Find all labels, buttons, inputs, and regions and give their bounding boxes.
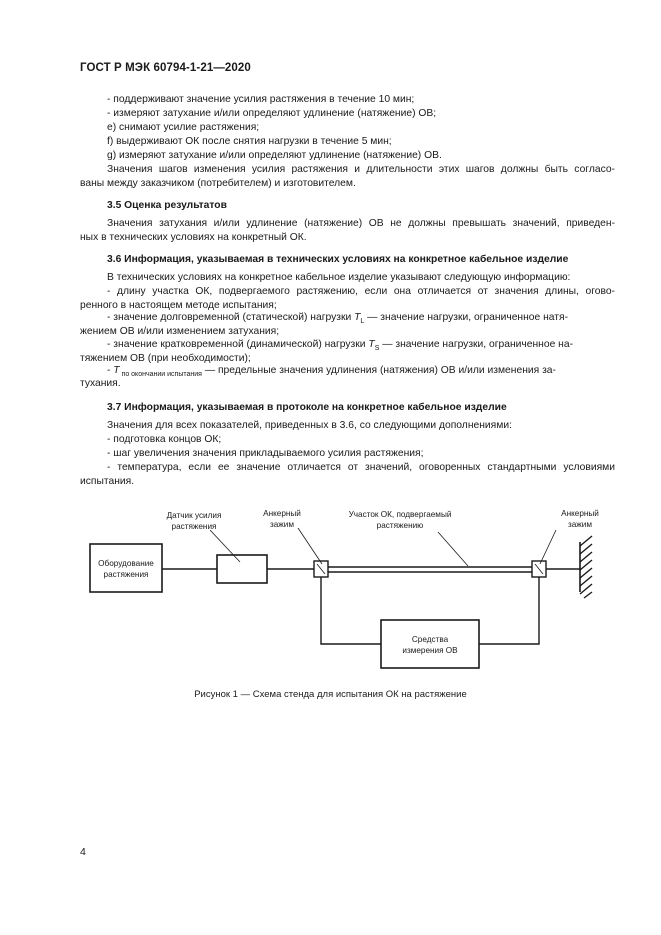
measurement-label-2: измерения ОВ: [402, 646, 458, 655]
symbol-t: T: [354, 312, 361, 323]
anchor-left-leader: [298, 528, 322, 564]
item4-text: -: [107, 365, 114, 376]
page-number: 4: [80, 846, 86, 858]
section-3-7-intro: Значения для всех показателей, приведенных в 3.6, со следующими дополнениями:: [107, 420, 512, 431]
equipment-label-1: Оборудование: [98, 559, 154, 568]
section-3-7-item1: - подготовка концов ОК;: [107, 434, 222, 445]
item2-text: - значение долговременной (статической) нагрузки: [107, 312, 355, 323]
anchor-left-label-2: зажим: [270, 520, 294, 529]
step-g: g) измеряют затухание и/или определяют удлинение (натяжение) ОВ.: [107, 150, 442, 161]
section-3-7-title: 3.7 Информация, указываемая в протоколе на конкретное кабельное изделие: [107, 402, 507, 413]
section-3-6-intro: В технических условиях на конкретное кабельное изделие указывают следующую информацию:: [107, 272, 571, 283]
symbol-t: T: [113, 365, 120, 376]
section-3-6-item4-line2: тухания.: [80, 378, 121, 389]
document-header: ГОСТ Р МЭК 60794-1-21—2020: [80, 62, 251, 74]
section-3-7-item2: - шаг увеличения значения прикладываемого усилия растяжения;: [107, 448, 424, 459]
tension-equipment-box: [90, 544, 162, 592]
equipment-label-2: растяжения: [103, 570, 149, 579]
force-sensor-box: [217, 555, 267, 583]
section-leader: [438, 532, 468, 566]
section-3-6-item1-line1: - длину участка ОК, подвергаемого растяжению, если она отличается от значения длины, огово-: [107, 286, 615, 297]
figure-caption: Рисунок 1 — Схема стенда для испытания ОК на растяжение: [194, 689, 467, 700]
item3-text: - значение кратковременной (динамической) нагрузки: [107, 339, 369, 350]
anchor-right-leader: [540, 530, 556, 564]
symbol-subscript: L: [360, 318, 365, 326]
measurement-box: [381, 620, 479, 668]
item3-text-end: — значение нагрузки, ограниченное на-: [379, 339, 574, 350]
test-bench-diagram: [60, 502, 610, 682]
sensor-label-2: растяжения: [171, 522, 217, 531]
step-hold-force: - поддерживают значение усилия растяжения в течение 10 мин;: [107, 94, 415, 105]
section-3-6-item2-line2: жением ОВ и/или изменением затухания;: [80, 326, 280, 337]
symbol-subscript: по окончании испытания: [119, 371, 202, 379]
section-3-7-item3-line2: испытания.: [80, 476, 135, 487]
section-3-6-title: 3.6 Информация, указываемая в технических условиях на конкретное кабельное изделие: [107, 254, 569, 265]
section-label-1: Участок ОК, подвергаемый: [348, 510, 452, 519]
section-3-5-title: 3.5 Оценка результатов: [107, 200, 227, 211]
symbol-t: T: [368, 339, 375, 350]
steps-note-line2: ваны между заказчиком (потребителем) и изготовителем.: [80, 178, 356, 189]
sensor-label-1: Датчик усилия: [166, 511, 222, 520]
section-3-5-line1: Значения затухания и/или удлинение (натяжение) ОВ не должны превышать значений, приведен-: [107, 218, 615, 229]
anchor-left-label-1: Анкерный: [263, 509, 301, 518]
section-3-6-item1-line2: ренного в настоящем методе испытания;: [80, 300, 277, 311]
sensor-leader: [210, 530, 240, 562]
section-3-6-item3-line2: тяжением ОВ (при необходимости);: [80, 353, 251, 364]
steps-note-line1: Значения шагов изменения усилия растяжения и длительности этих шагов должны быть согласо-: [107, 164, 615, 175]
section-3-5-line2: ных в технических условиях на конкретный ОК.: [80, 232, 307, 243]
section-3-7-item3-line1: - температура, если ее значение отличается от значений, оговоренных стандартными условиями: [107, 462, 615, 473]
anchor-right-label-1: Анкерный: [561, 509, 599, 518]
item4-text-end: — предельные значения удлинения (натяжения) ОВ и/или изменения за-: [201, 365, 556, 376]
step-f: f) выдерживают ОК после снятия нагрузки в течение 5 мин;: [107, 136, 392, 147]
step-measure-attenuation: - измеряют затухание и/или определяют удлинение (натяжение) ОВ;: [107, 108, 437, 119]
step-e: e) снимают усилие растяжения;: [107, 122, 260, 133]
symbol-subscript: S: [374, 345, 380, 353]
section-label-2: растяжению: [376, 521, 424, 530]
wall-hatching: [580, 536, 592, 598]
item2-text-end: — значение нагрузки, ограниченное натя-: [364, 312, 569, 323]
anchor-right-label-2: зажим: [568, 520, 592, 529]
measurement-label-1: Средства: [411, 635, 449, 644]
